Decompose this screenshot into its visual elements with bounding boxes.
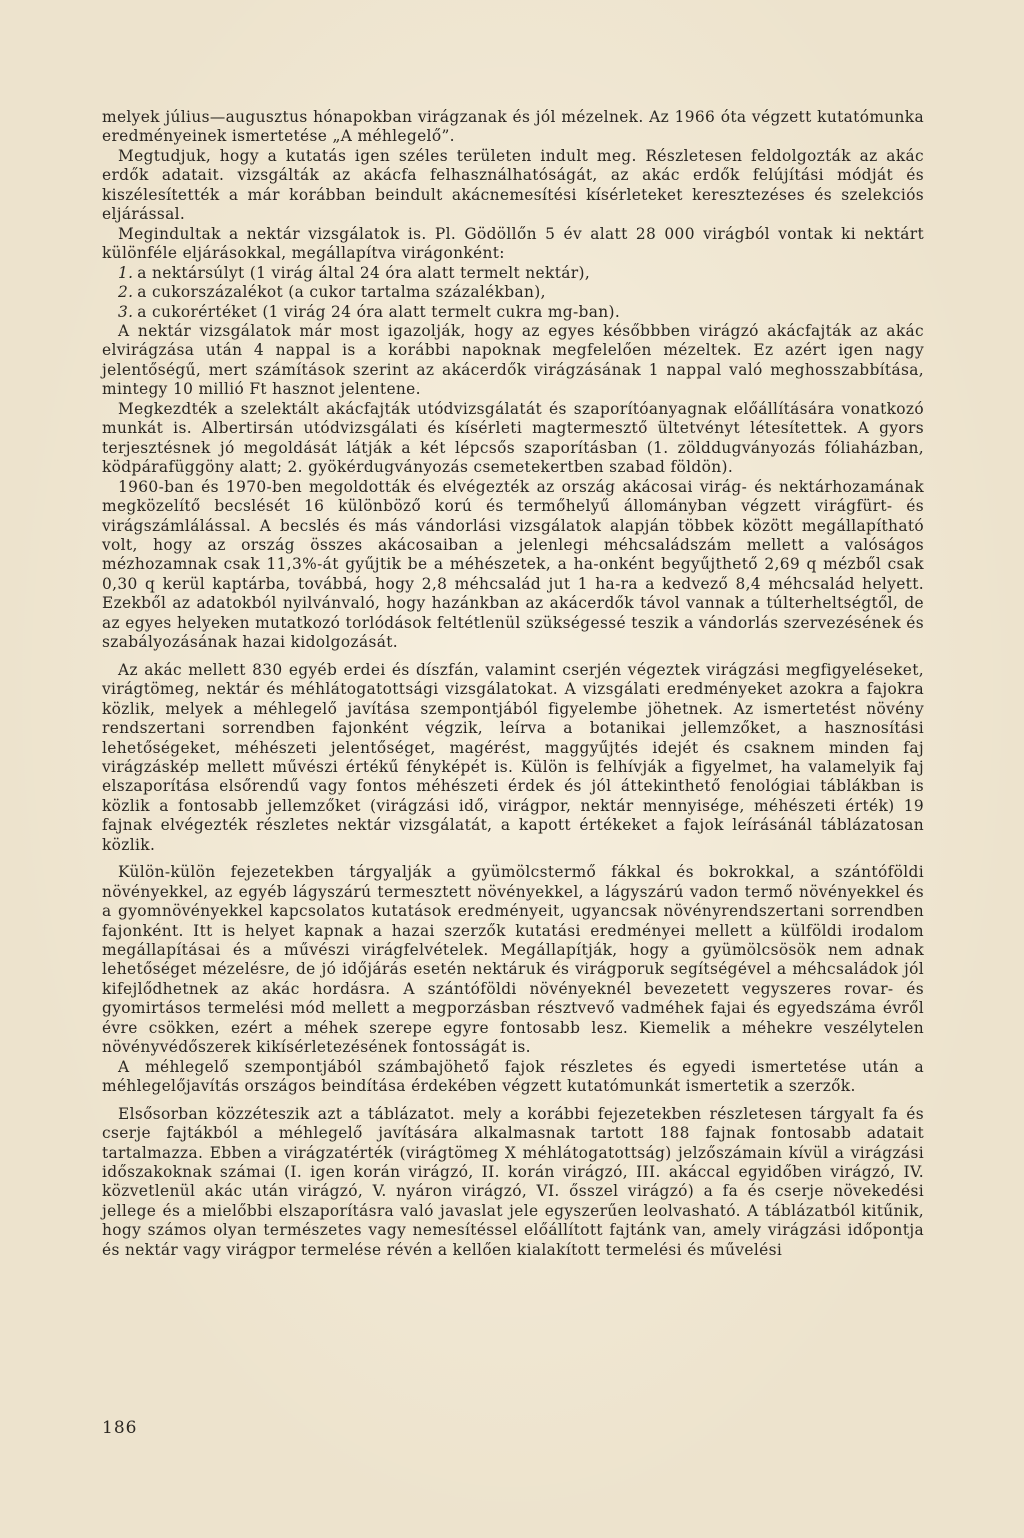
paragraph-3: Megindultak a nektár vizsgálatok is. Pl. Gödöllőn 5 év alatt 28 000 virágból vontak ki nektárt különféle eljárásokkal, megállapítva virágonként: — [102, 224, 924, 263]
list-number: 3. — [118, 302, 134, 321]
paragraph-5: Megkezdték a szelektált akácfajták utódvizsgálatát és szaporítóanyagnak előállítására vonatkozó munkát is. Albertirsán utódvizsgálati és kísérleti magtermesztő ültetvényt létesítettek. A gyors terjesztésnek jó megoldását látják a két lépcsős szaporításban (1. zölddugványozás fóliaházban, ködpárafüggöny alatt; 2. gyökérdugványozás csemetekertben szabad földön). — [102, 399, 924, 477]
paragraph-4: A nektár vizsgálatok már most igazolják, hogy az egyes későbbben virágzó akácfajták az akác elvirágzása után 4 nappal is a korábbi napoknak megfelelően mézeltek. Ez azért igen nagy jelentőségű, mert számítások szerint az akácerdők virágzásának 1 nappal való meghosszabbítása, mintegy 10 millió Ft hasznot jelentene. — [102, 321, 924, 399]
body-text — [102, 108, 924, 1260]
paragraph-10: Elsősorban közzéteszik azt a táblázatot. mely a korábbi fejezetekben részletesen tárgyalt fa és cserje fajtákból a méhlegelő javítására alkalmasnak tartott 188 fajnak fontosabb adatait tartalmazza. Ebben a virágzatérték (virágtömeg X méhlátogatottság) jelzőszámain kívül a virágzási időszakoknak számai (I. igen korán virágzó, II. korán virágzó, III. akáccal egyidőben virágzó, IV. közvetlenül akác után virágzó, V. nyáron virágzó, VI. ősszel virágzó) a fa és cserje növekedési jellege és a mielőbbi elszaporításra való javaslat jele egyszerűen leolvasható. A táblázatból kitűnik, hogy számos olyan természetes vagy nemesítéssel előállított fajtánk van, amely virágzási időpontja és nektár vagy virágpor termelése révén a kellően kialakított termelési és művelési — [102, 1104, 924, 1259]
paragraph-8: Külön-külön fejezetekben tárgyalják a gyümölcstermő fákkal és bokrokkal, a szántóföldi növényekkel, az egyéb lágyszárú termesztett növényekkel, a lágyszárú vadon termő növényekkel és a gyomnövényekkel kapcsolatos kutatások eredményeit, ugyancsak növényrendszertani sorrendben fajonként. Itt is helyet kapnak a hazai szerzők kutatási eredményei mellett a külföldi irodalom megállapításai és a művészi virágfelvételek. Megállapítják, hogy a gyümölcsösök nem adnak lehetőséget mézelésre, de jó időjárás esetén nektáruk és virágporuk segítségével a méhcsaládok jól kifejlődhetnek az akác hordásra. A szántóföldi növényeknél bevezetett vegyszeres rovar- és gyomirtásos termelési mód mellett a megporzásban résztvevő vadméhek fajai és egyedszáma évről évre csökken, ezért a méhek szerepe egyre fontosabb lesz. Kiemelik a méhekre veszélytelen növényvédőszerek kikísérletezésének fontosságát is. — [102, 863, 924, 1057]
list-text: a nektársúlyt (1 virág által 24 óra alatt termelt nektár), — [137, 263, 591, 282]
paragraph-1: melyek július—augusztus hónapokban virágzanak és jól mézelnek. Az 1966 óta végzett kutatómunka eredményeinek ismertetése „A méhlegelő”. — [102, 108, 924, 146]
paragraph-9: A méhlegelő szempontjából számbajöhető fajok részletes és egyedi ismertetése után a méhlegelőjavítás országos beindítása érdekében végzett kutatómunkát ismertetik a szerzők. — [102, 1057, 924, 1096]
paragraph-7: Az akác mellett 830 egyéb erdei és díszfán, valamint cserjén végeztek virágzási megfigyeléseket, virágtömeg, nektár és méhlátogatottsági vizsgálatokat. A vizsgálati eredményeket azokra a fajokra közlik, melyek a méhlegelő javítása szempontjából figyelembe jöhetnek. Az ismertetést növény rendszertani sorrendben fajonként végzik, leírva a botanikai jellemzőket, a hasznosítási lehetőségeket, méhészeti jelentőséget, magérést, maggyűjtés idejét és csaknem minden faj virágzáskép mellett művészi értékű fényképét is. Külön is felhívják a figyelmet, ha valamelyik faj elszaporítása elsőrendű vagy fontos méhészeti érdek és jól áttekinthető fenológiai táblákban is közlik a fontosabb jellemzőket (virágzási idő, virágpor, nektár mennyisége, méhészeti érték) 19 fajnak elvégezték részletes nektár vizsgálatát, a kapott értékeket a fajok leírásánál táblázatosan közlik. — [102, 660, 924, 854]
list-item — [118, 303, 924, 322]
list-text: a cukorértéket (1 virág 24 óra alatt termelt cukra mg-ban). — [137, 302, 621, 321]
list-number: 1. — [118, 263, 134, 282]
list-item — [118, 264, 924, 283]
paragraph-6: 1960-ban és 1970-ben megoldották és elvégezték az ország akácosai virág- és nektárhozamának megközelítő becslését 16 különböző korú és termőhelyű állományban végzett virágfürt- és virágszámlálással. A becslés és más vándorlási vizsgálatok alapján többek között megállapítható volt, hogy az ország összes akácosaiban a jelenlegi méhcsaládszám mellett a valóságos mézhozamnak csak 11,3%-át gyűjtik be a méhészetek, a ha-onként begyűjthető 2,69 q mézből csak 0,30 q kerül kaptárba, továbbá, hogy 2,8 méhcsalád jut 1 ha-ra a kedvező 8,4 méhcsalád helyett. Ezekből az adatokból nyilvánvaló, hogy hazánkban az akácerdők távol vannak a túlterheltségtől, de az egyes helyeken mutatkozó torlódások feltétlenül szükségessé teszik a vándorlás szervezésének és szabályozásának hazai kidolgozását. — [102, 477, 924, 652]
list-item — [118, 283, 924, 302]
list-number: 2. — [118, 283, 134, 302]
paragraph-2: Megtudjuk, hogy a kutatás igen széles területen indult meg. Részletesen feldolgozták az akác erdők adatait. vizsgálták az akácfa felhasználhatóságát, az akác erdők felújítási módját és kiszélesítették a már korábban beindult akácnemesítési kísérleteket keresztezéses és szelekciós eljárással. — [102, 146, 924, 224]
list-text: a cukorszázalékot (a cukor tartalma százalékban), — [137, 283, 546, 302]
nectar-measurement-list — [102, 264, 924, 322]
page-number: 186 — [102, 1418, 138, 1438]
